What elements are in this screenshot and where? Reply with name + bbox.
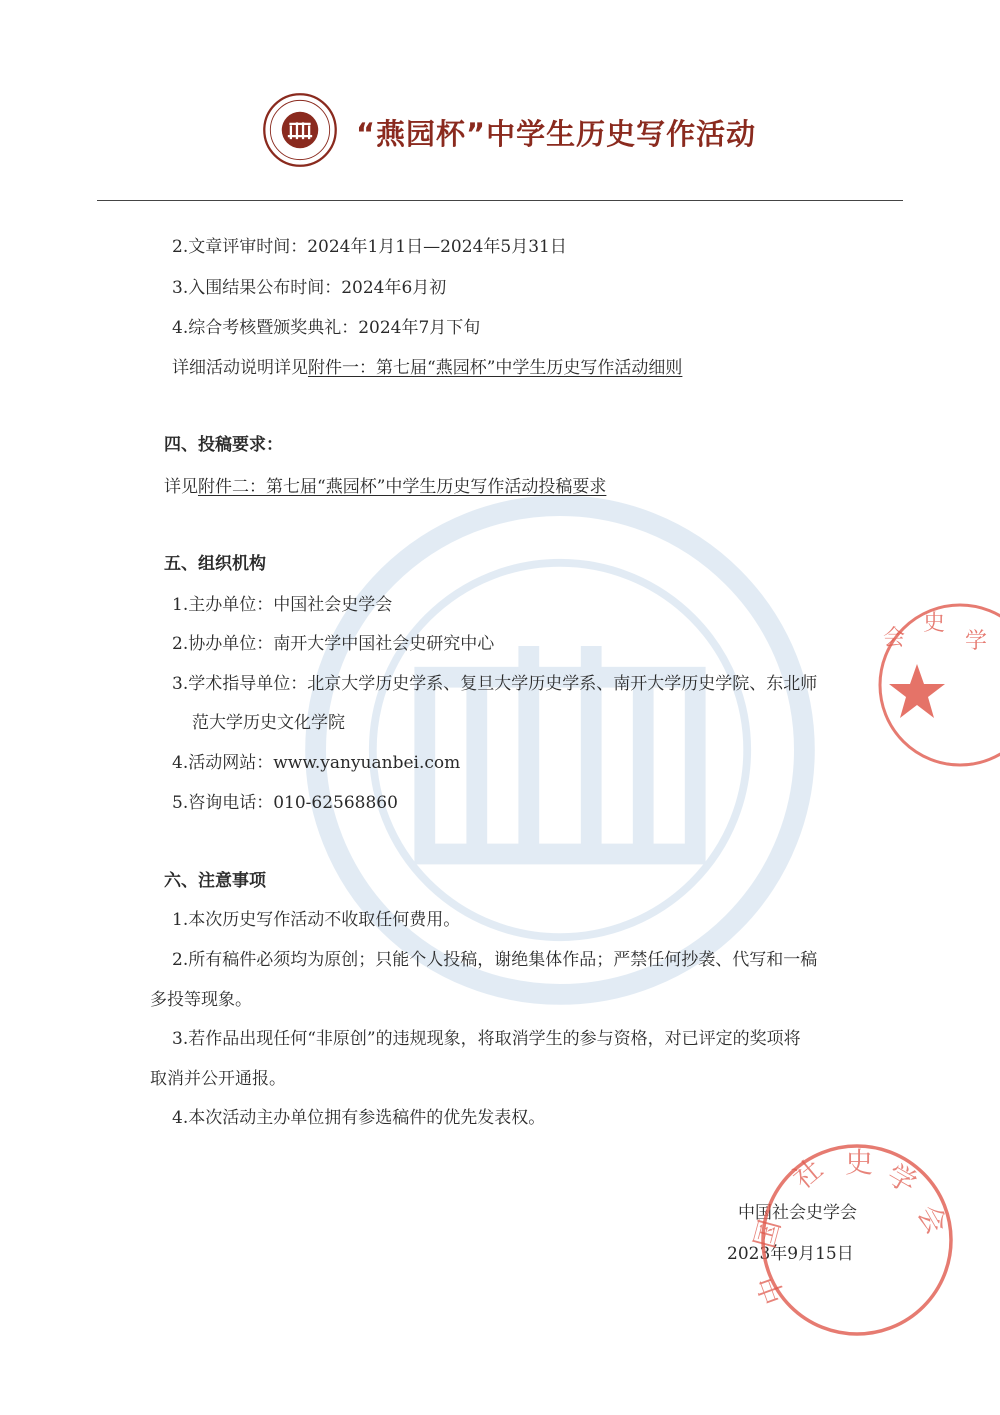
svg-text:国: 国 <box>747 1216 788 1252</box>
header-divider <box>97 200 903 201</box>
organizer-item: 1.主办单位：中国社会史学会 <box>172 595 393 615</box>
page-title: “燕园杯”中学生历史写作活动 <box>356 117 757 151</box>
notice-item-violation: 3.若作品出现任何“非原创”的违规现象，将取消学生的参与资格，对已评定的奖项将 <box>172 1029 801 1049</box>
section-5-heading: 五、组织机构 <box>164 554 266 574</box>
svg-text:会: 会 <box>883 626 906 651</box>
schedule-item-ceremony: 4.综合考核暨颁奖典礼：2024年7月下旬 <box>172 318 481 338</box>
attachment-two-link[interactable]: 附件二：第七届“燕园杯”中学生历史写作活动投稿要求 <box>198 477 607 497</box>
svg-text:史: 史 <box>845 1146 874 1179</box>
signature-organization: 中国社会史学会 <box>738 1203 857 1223</box>
submission-line <box>164 476 606 498</box>
partial-seal-stamp <box>855 600 1000 770</box>
details-line <box>172 357 682 379</box>
signature-date: 2023年9月15日 <box>727 1244 854 1264</box>
attachment-one-link[interactable]: 附件一：第七届“燕园杯”中学生历史写作活动细则 <box>308 358 683 378</box>
schedule-item-results: 3.入围结果公布时间：2024年6月初 <box>172 278 447 298</box>
svg-text:史: 史 <box>923 611 946 636</box>
document-header <box>0 88 1000 188</box>
watermark-logo <box>300 490 820 1010</box>
academic-guidance-item: 3.学术指导单位：北京大学历史学系、复旦大学历史学系、南开大学历史学院、东北师 <box>172 674 818 694</box>
notice-item-fee: 1.本次历史写作活动不收取任何费用。 <box>172 910 461 930</box>
phone-item: 5.咨询电话：010-62568860 <box>172 793 398 813</box>
notice-item-originality-continued: 多投等现象。 <box>150 990 252 1010</box>
section-6-heading: 六、注意事项 <box>164 871 266 891</box>
official-seal-stamp <box>745 1140 990 1340</box>
academic-guidance-continued: 范大学历史文化学院 <box>192 713 345 733</box>
organization-logo <box>262 92 338 168</box>
svg-text:学: 学 <box>965 629 988 654</box>
schedule-item-review: 2.文章评审时间：2024年1月1日—2024年5月31日 <box>172 237 567 257</box>
svg-text:学: 学 <box>881 1157 923 1201</box>
svg-text:会: 会 <box>910 1199 954 1240</box>
notice-item-publication: 4.本次活动主办单位拥有参选稿件的优先发表权。 <box>172 1108 546 1128</box>
website-item: 4.活动网站：www.yanyuanbei.com <box>172 753 461 773</box>
notice-item-violation-continued: 取消并公开通报。 <box>150 1069 286 1089</box>
submission-prefix: 详见 <box>164 477 198 497</box>
notice-item-originality: 2.所有稿件必须均为原创；只能个人投稿，谢绝集体作品；严禁任何抄袭、代写和一稿 <box>172 950 818 970</box>
svg-text:中: 中 <box>750 1271 792 1309</box>
details-prefix: 详细活动说明详见 <box>172 358 308 378</box>
svg-text:社: 社 <box>786 1152 829 1196</box>
section-4-heading: 四、投稿要求： <box>164 435 283 455</box>
co-organizer-item: 2.协办单位：南开大学中国社会史研究中心 <box>172 634 495 654</box>
